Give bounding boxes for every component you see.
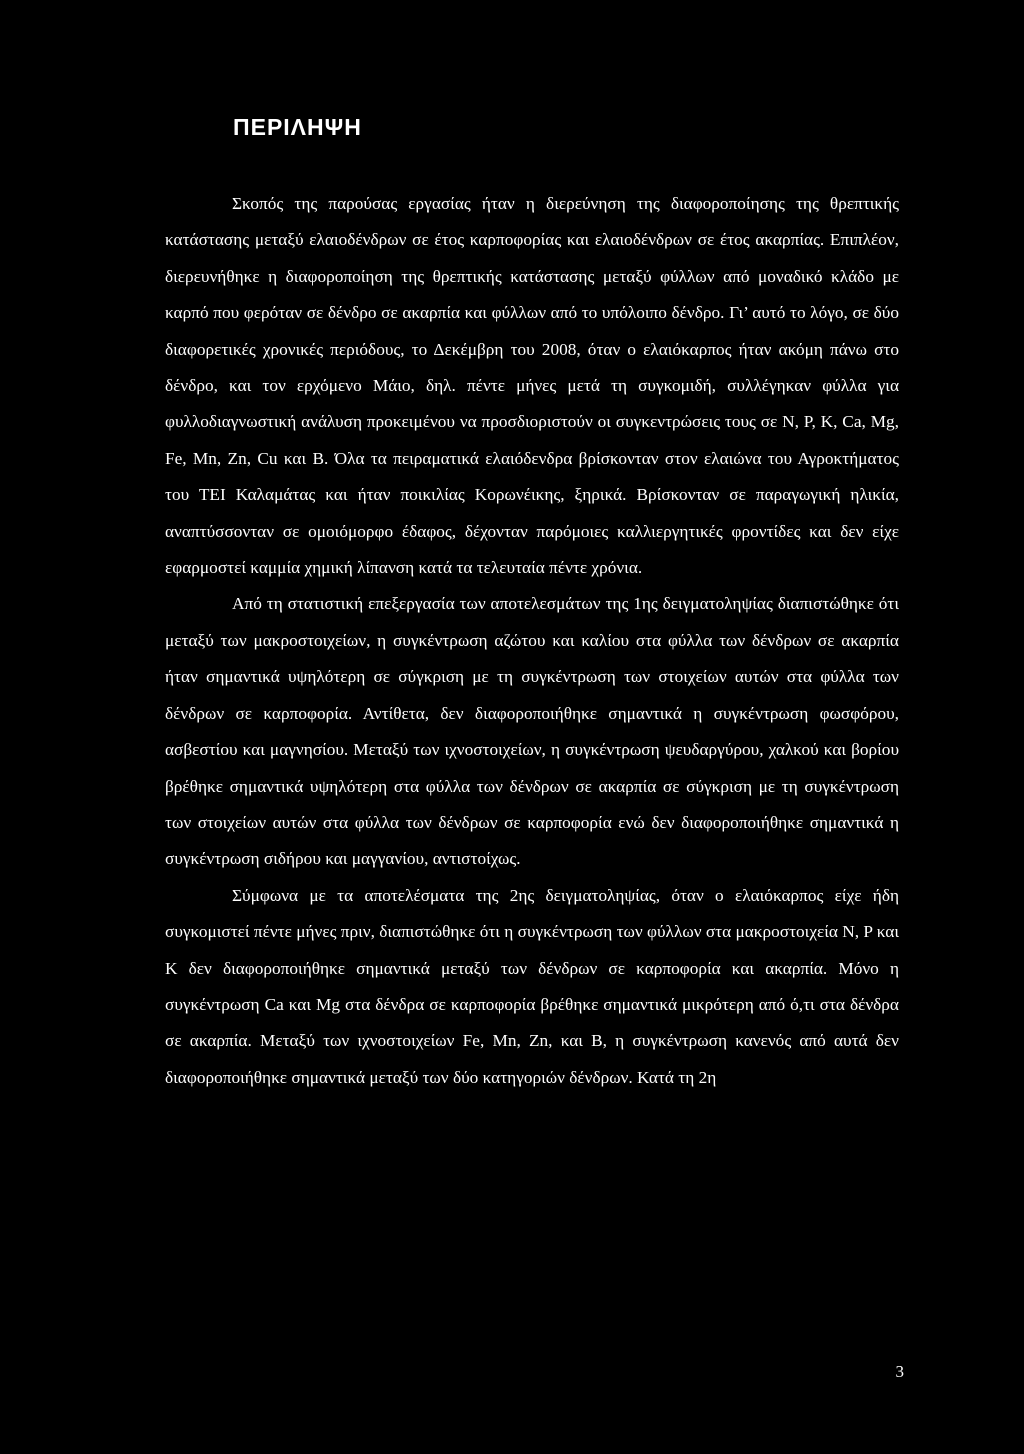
page-title: ΠΕΡΙΛΗΨΗ	[233, 114, 362, 140]
abstract-body	[165, 186, 899, 1096]
paragraph-1: Σκοπός της παρούσας εργασίας ήταν η διερεύνηση της διαφοροποίησης της θρεπτικής κατάστασης μεταξύ ελαιοδένδρων σε έτος καρποφορίας και ελαιοδένδρων σε έτος ακαρπίας. Επιπλέον, διερευνήθηκε η διαφοροποίηση της θρεπτικής κατάστασης μεταξύ φύλλων από μοναδικό κλάδο με καρπό που φερόταν σε δένδρο σε ακαρπία και φύλλων από το υπόλοιπο δένδρο. Γι’ αυτό το λόγο, σε δύο διαφορετικές χρονικές περιόδους, το Δεκέμβρη του 2008, όταν ο ελαιόκαρπος ήταν ακόμη πάνω στο δένδρο, και τον ερχόμενο Μάιο, δηλ. πέντε μήνες μετά τη συγκομιδή, συλλέγηκαν φύλλα για φυλλοδιαγνωστική ανάλυση προκειμένου να προσδιοριστούν οι συγκεντρώσεις τους σε N, P, K, Ca, Mg, Fe, Mn, Zn, Cu και B. Όλα τα πειραματικά ελαιόδενδρα βρίσκονταν στον ελαιώνα του Αγροκτήματος του ΤΕΙ Καλαμάτας και ήταν ποικιλίας Κορωνέικης, ξηρικά. Βρίσκονταν σε παραγωγική ηλικία, αναπτύσσονταν σε ομοιόμορφο έδαφος, δέχονταν παρόμοιες καλλιεργητικές φροντίδες και δεν είχε εφαρμοστεί καμμία χημική λίπανση κατά τα τελευταία πέντε χρόνια.	[165, 194, 899, 578]
paragraph-3: Σύμφωνα με τα αποτελέσματα της 2ης δειγματοληψίας, όταν ο ελαιόκαρπος είχε ήδη συγκομιστεί πέντε μήνες πριν, διαπιστώθηκε ότι η συγκέντρωση των φύλλων στα μακροστοιχεία N, P και K δεν διαφοροποιήθηκε σημαντικά μεταξύ των δένδρων σε καρποφορία και ακαρπία. Μόνο η συγκέντρωση Ca και Mg στα δένδρα σε καρποφορία βρέθηκε σημαντικά μικρότερη από ό,τι στα δένδρα σε ακαρπία. Μεταξύ των ιχνοστοιχείων Fe, Mn, Zn, και B, η συγκέντρωση κανενός από αυτά δεν διαφοροποιήθηκε σημαντικά μεταξύ των δύο κατηγοριών δένδρων. Κατά τη 2η	[165, 885, 899, 1087]
page-number: 3	[895, 1362, 904, 1381]
paragraph-2: Από τη στατιστική επεξεργασία των αποτελεσμάτων της 1ης δειγματοληψίας διαπιστώθηκε ότι μεταξύ των μακροστοιχείων, η συγκέντρωση αζώτου και καλίου στα φύλλα των δένδρων σε ακαρπία ήταν σημαντικά υψηλότερη σε σύγκριση με τη συγκέντρωση των στοιχείων αυτών στα φύλλα των δένδρων σε καρποφορία. Αντίθετα, δεν διαφοροποιήθηκε σημαντικά η συγκέντρωση φωσφόρου, ασβεστίου και μαγνησίου. Μεταξύ των ιχνοστοιχείων, η συγκέντρωση ψευδαργύρου, χαλκού και βορίου βρέθηκε σημαντικά υψηλότερη στα φύλλα των δένδρων σε ακαρπία σε σύγκριση με τη συγκέντρωση των στοιχείων αυτών στα φύλλα των δένδρων σε καρποφορία ενώ δεν διαφοροποιήθηκε σημαντικά η συγκέντρωση σιδήρου και μαγγανίου, αντιστοίχως.	[165, 594, 899, 869]
